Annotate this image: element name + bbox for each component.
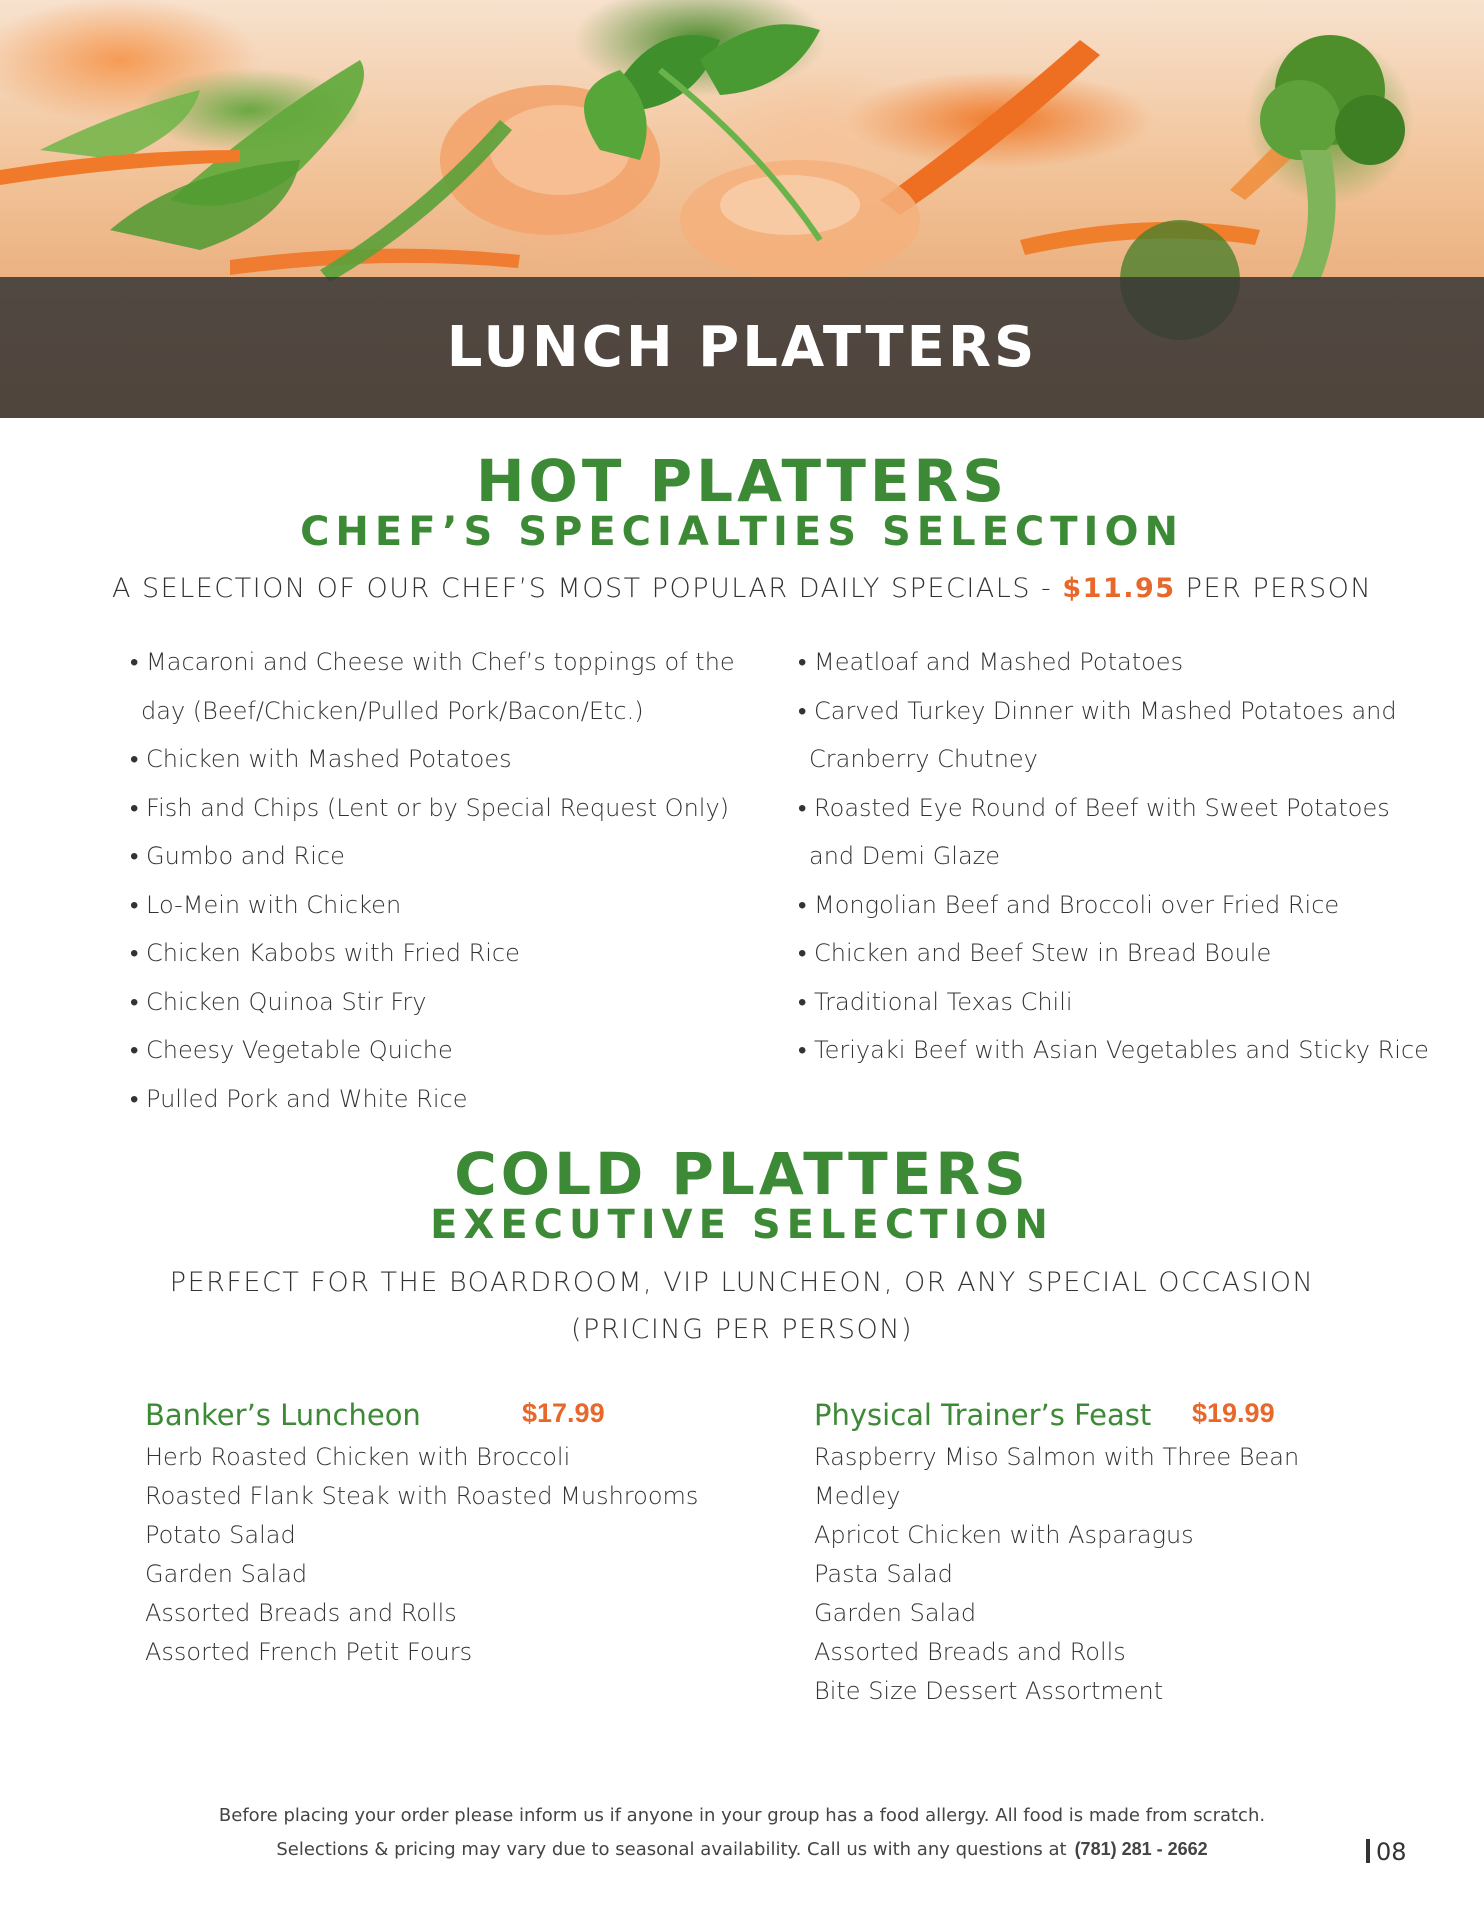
cold-menu-bankers-luncheon — [145, 1398, 699, 1672]
page-number-divider — [1366, 1839, 1370, 1863]
list-item: • Chicken Quinoa Stir Fry — [130, 987, 427, 1016]
menu-item: Potato Salad — [145, 1521, 296, 1549]
cold-platters-heading: COLD PLATTERS — [454, 1140, 1030, 1208]
menu-item: Pasta Salad — [814, 1560, 953, 1588]
menu-item: Bite Size Dessert Assortment — [814, 1677, 1164, 1705]
hero-image — [0, 0, 1484, 418]
hot-description-text: A SELECTION OF OUR CHEF’S MOST POPULAR DAILY SPECIALS - — [111, 573, 1063, 604]
list-item: day (Beef/Chicken/Pulled Pork/Bacon/Etc.) — [141, 696, 644, 725]
hot-description-suffix: PER PERSON — [1175, 573, 1373, 604]
list-item: • Mongolian Beef and Broccoli over Fried Rice — [798, 890, 1340, 919]
menu-item: Assorted Breads and Rolls — [814, 1638, 1126, 1666]
page-title: LUNCH PLATTERS — [446, 315, 1038, 380]
menu-price: $17.99 — [522, 1398, 605, 1428]
menu-item: Assorted Breads and Rolls — [145, 1599, 457, 1627]
list-item: • Gumbo and Rice — [130, 842, 345, 870]
menu-item: Roasted Flank Steak with Roasted Mushrooms — [145, 1482, 699, 1510]
list-item: and Demi Glaze — [809, 842, 1001, 870]
footer-allergy-note: Before placing your order please inform us if anyone in your group has a food allergy. All food is made from scratch. — [218, 1805, 1266, 1826]
menu-price: $19.99 — [1192, 1398, 1275, 1428]
menu-item: Raspberry Miso Salmon with Three Bean — [814, 1443, 1300, 1471]
list-item: • Chicken and Beef Stew in Bread Boule — [798, 939, 1272, 967]
list-item: • Chicken with Mashed Potatoes — [130, 745, 512, 773]
menu-name: Physical Trainer’s Feast — [814, 1398, 1152, 1432]
phone-number[interactable]: (781) 281 - 2662 — [1074, 1839, 1208, 1859]
page-number — [1366, 1838, 1407, 1866]
list-item: • Macaroni and Cheese with Chef’s toppings of the — [130, 648, 735, 676]
hot-list-left — [130, 638, 735, 1123]
hot-platters-subheading: CHEF’S SPECIALTIES SELECTION — [300, 509, 1184, 555]
menu-name: Banker’s Luncheon — [145, 1398, 421, 1432]
list-item: • Chicken Kabobs with Fried Rice — [130, 939, 520, 967]
menu-item: Assorted French Petit Fours — [145, 1638, 473, 1666]
list-item: • Pulled Pork and White Rice — [130, 1084, 468, 1113]
list-item: • Meatloaf and Mashed Potatoes — [798, 648, 1184, 676]
list-item: • Traditional Texas Chili — [798, 987, 1073, 1016]
list-item: • Carved Turkey Dinner with Mashed Potatoes and — [798, 696, 1397, 725]
footer-contact-note — [0, 1839, 1484, 1860]
page-number-text: 08 — [1376, 1838, 1407, 1866]
hot-platters-heading: HOT PLATTERS — [476, 447, 1008, 515]
list-item: Cranberry Chutney — [809, 745, 1038, 773]
cold-menu-physical-trainers-feast — [814, 1398, 1334, 1711]
menu-item: Apricot Chicken with Asparagus — [814, 1521, 1194, 1549]
hot-price: $11.95 — [1062, 573, 1176, 604]
cold-platters-subheading: EXECUTIVE SELECTION — [430, 1202, 1054, 1248]
list-item: • Roasted Eye Round of Beef with Sweet Potatoes — [798, 793, 1390, 822]
list-item: • Cheesy Vegetable Quiche — [130, 1036, 453, 1064]
hot-list-right — [798, 638, 1429, 1075]
menu-item: Garden Salad — [145, 1560, 308, 1588]
hot-platters-description — [0, 573, 1484, 604]
footer-contact-text: Selections & pricing may vary due to seasonal availability. Call us with any questions at — [276, 1839, 1067, 1860]
cold-pricing-note: (PRICING PER PERSON) — [571, 1314, 913, 1345]
list-item: • Fish and Chips (Lent or by Special Request Only) — [130, 793, 730, 822]
cold-platters-description: PERFECT FOR THE BOARDROOM, VIP LUNCHEON, OR ANY SPECIAL OCCASION — [169, 1267, 1315, 1298]
hero-title-band — [0, 277, 1484, 418]
menu-item: Herb Roasted Chicken with Broccoli — [145, 1443, 571, 1471]
list-item: • Teriyaki Beef with Asian Vegetables and Sticky Rice — [798, 1036, 1429, 1064]
menu-item: Garden Salad — [814, 1599, 977, 1627]
menu-item: Medley — [814, 1482, 901, 1510]
list-item: • Lo-Mein with Chicken — [130, 890, 402, 919]
